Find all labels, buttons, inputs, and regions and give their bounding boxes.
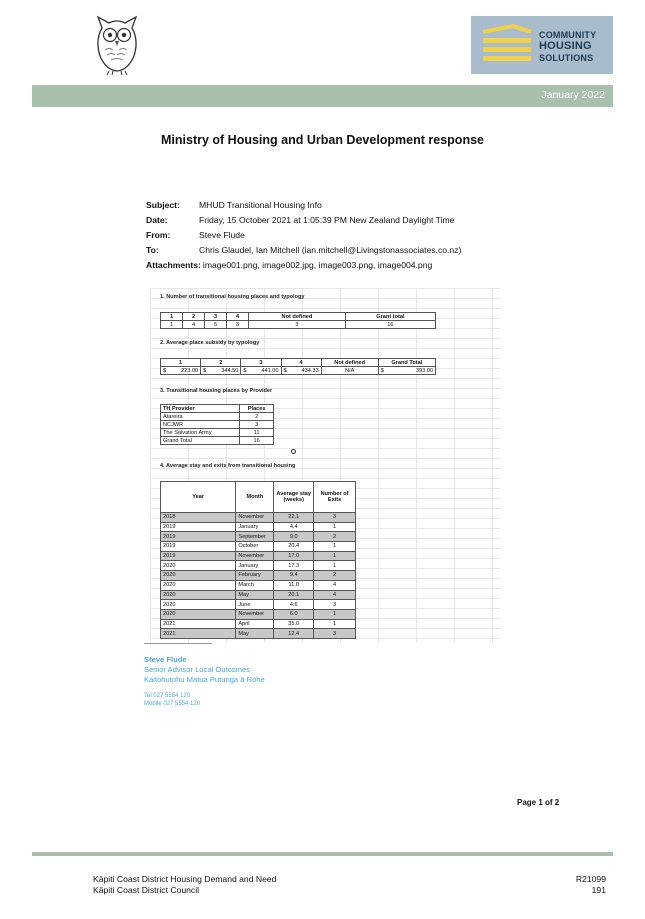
community-housing-solutions-logo (471, 16, 613, 74)
table-cell: 6.0 (274, 609, 314, 619)
table-cell: 2 (314, 571, 356, 581)
table-cell: 3 (227, 321, 249, 329)
table-header: Not defined (321, 359, 378, 367)
currency-symbol: $ (203, 367, 207, 374)
date-value: Friday, 15 October 2021 at 1:05:39 PM New Zealand Daylight Time (199, 215, 455, 225)
page-number: Page 1 of 2 (517, 798, 560, 807)
table-cell: 1 (314, 551, 356, 561)
table-cell: NCJWR (161, 421, 240, 429)
provider-places-table (160, 404, 274, 445)
currency-symbol: $ (163, 367, 167, 374)
table-row (161, 513, 356, 523)
table-cell: May (236, 629, 274, 639)
logo-text-3: SOLUTIONS (539, 53, 594, 63)
document-title: Ministry of Housing and Urban Development response (161, 133, 484, 147)
table-header: 2 (201, 359, 241, 367)
table-cell: The Salvation Army (161, 429, 240, 437)
table-cell: 1 (314, 609, 356, 619)
table-cell: 2 (240, 413, 274, 421)
table-cell: 2020 (161, 580, 236, 590)
table-header: 3 (241, 359, 281, 367)
table-cell: 35.0 (274, 619, 314, 629)
signature-title: Senior Advisor Local Outcomes (144, 665, 250, 674)
place-subsidy-table (160, 358, 436, 375)
places-typology-table (160, 312, 436, 329)
cursor-icon (291, 449, 296, 454)
table-header: 4 (281, 359, 321, 367)
date-banner: January 2022 (541, 89, 605, 101)
table-row (161, 609, 356, 619)
cell-value: 441.00 (261, 367, 279, 374)
email-signature (144, 655, 265, 708)
table-cell: 17.3 (274, 561, 314, 571)
table-cell: 2020 (161, 590, 236, 600)
signature-divider (144, 643, 212, 644)
table-cell: 3 (314, 629, 356, 639)
table-cell: October (236, 542, 274, 552)
table-cell: 1 (314, 619, 356, 629)
table-header: 4 (227, 313, 249, 321)
table-row (161, 551, 356, 561)
table-cell: N/A (321, 367, 378, 375)
footer-left (93, 874, 276, 896)
section-3-title: 3. Transitional housing places by Provider (160, 388, 273, 394)
table-cell: 16 (240, 437, 274, 445)
header-banner (32, 85, 613, 107)
table-cell (378, 367, 435, 375)
table-cell: 2020 (161, 571, 236, 581)
date-label: Date: (146, 215, 168, 225)
table-row (161, 580, 356, 590)
currency-symbol: $ (283, 367, 287, 374)
table-cell: 1 (314, 542, 356, 552)
table-header: Places (240, 405, 274, 413)
table-cell (201, 367, 241, 375)
email-header (146, 198, 461, 273)
table-cell: April (236, 619, 274, 629)
table-header: 3 (205, 313, 227, 321)
table-cell: 11.0 (274, 580, 314, 590)
table-cell: 3 (249, 321, 346, 329)
attachments-label: Attachments: (146, 260, 201, 270)
table-cell: 20.4 (274, 542, 314, 552)
table-row (161, 542, 356, 552)
table-header: Average stay (weeks) (274, 482, 314, 513)
table-cell: 2020 (161, 561, 236, 571)
table-row (161, 629, 356, 639)
table-cell: 4 (314, 590, 356, 600)
to-label: To: (146, 245, 159, 255)
footer-right (576, 874, 606, 896)
table-cell: 2018 (161, 513, 236, 523)
from-value: Steve Flude (199, 230, 245, 240)
footer-report-title: Kāpiti Coast District Housing Demand and Need (93, 874, 277, 884)
table-header: Year (161, 482, 236, 513)
table-cell: November (236, 513, 274, 523)
table-cell: 2021 (161, 619, 236, 629)
attachments-value: image001.png, image002.jpg, image003.png, image004.png (202, 260, 433, 270)
table-cell: 2021 (161, 629, 236, 639)
table-cell (281, 367, 321, 375)
signature-tel: Tel 027 5554 120 (144, 693, 191, 699)
table-cell: 11 (240, 429, 274, 437)
table-cell: 16 (345, 321, 435, 329)
signature-maori-title: Kaitohutohu Matua Putunga ā Rohe (144, 675, 265, 684)
logo-text-2: HOUSING (539, 40, 592, 52)
table-cell: 2019 (161, 551, 236, 561)
table-cell: November (236, 609, 274, 619)
table-header: Month (236, 482, 274, 513)
table-header: 1 (161, 313, 183, 321)
table-cell: 1 (314, 561, 356, 571)
table-cell: 4 (314, 580, 356, 590)
table-cell: November (236, 551, 274, 561)
section-2-title: 2. Average place subsidy by typology (160, 340, 260, 346)
footer-council: Kāpiti Coast District Council (93, 885, 200, 895)
table-cell: 4.4 (274, 522, 314, 532)
table-header: TH Provider (161, 405, 240, 413)
cell-value: 223.00 (181, 367, 199, 374)
table-row (161, 590, 356, 600)
table-cell: 12.4 (274, 629, 314, 639)
table-cell: 20.1 (274, 590, 314, 600)
owl-logo-icon (92, 14, 142, 76)
footer-bar (32, 852, 613, 856)
signature-mobile: Mobile 027 5554 120 (144, 701, 201, 707)
table-cell: 9.4 (274, 571, 314, 581)
to-value: Chris Glaudel, Ian Mitchell (ian.mitchell@Livingstonassociates.co.nz) (199, 245, 462, 255)
table-header: Grant total (345, 313, 435, 321)
table-cell (241, 367, 281, 375)
currency-symbol: $ (380, 367, 384, 374)
table-cell: 3 (240, 421, 274, 429)
houses-logo-icon (479, 24, 535, 66)
cell-value: 344.50 (221, 367, 239, 374)
table-cell: 2019 (161, 542, 236, 552)
table-cell: January (236, 561, 274, 571)
table-cell: March (236, 580, 274, 590)
table-header: Not defined (249, 313, 346, 321)
table-cell: 3 (314, 513, 356, 523)
table-cell: 9.0 (274, 532, 314, 542)
table-cell: 2019 (161, 522, 236, 532)
cell-value: 434.33 (301, 367, 319, 374)
logo-text-1: COMMUNITY (539, 30, 597, 40)
table-cell: 1 (161, 321, 183, 329)
table-row (161, 522, 356, 532)
table-cell: 5 (205, 321, 227, 329)
table-cell: Atareira (161, 413, 240, 421)
subject-label: Subject: (146, 200, 180, 210)
table-cell: September (236, 532, 274, 542)
cell-value: 393.00 (415, 367, 433, 374)
table-cell: January (236, 522, 274, 532)
table-cell: 4 (183, 321, 205, 329)
table-cell: 1 (314, 522, 356, 532)
table-cell (161, 367, 201, 375)
table-cell: 2020 (161, 609, 236, 619)
from-label: From: (146, 230, 171, 240)
table-cell: 17.0 (274, 551, 314, 561)
spreadsheet-image (150, 288, 500, 643)
section-4-title: 4. Average stay and exits from transitional housing (160, 463, 296, 469)
table-cell: 3 (314, 600, 356, 610)
table-row (161, 532, 356, 542)
table-cell: 2019 (161, 532, 236, 542)
currency-symbol: $ (243, 367, 247, 374)
table-header: Grand Total (378, 359, 435, 367)
subject-value: MHUD Transitional Housing Info (199, 200, 322, 210)
table-cell: 2020 (161, 600, 236, 610)
footer-report-code: R21099 (575, 874, 606, 884)
signature-name: Steve Flude (144, 655, 187, 664)
table-cell: 2 (314, 532, 356, 542)
table-cell: May (236, 590, 274, 600)
table-row (161, 600, 356, 610)
table-header: 2 (183, 313, 205, 321)
table-cell: June (236, 600, 274, 610)
section-1-title: 1. Number of transitional housing places and typology (160, 294, 305, 300)
footer-page-number: 191 (591, 885, 606, 895)
table-header: 1 (161, 359, 201, 367)
table-row (161, 619, 356, 629)
table-row (161, 571, 356, 581)
table-cell: February (236, 571, 274, 581)
table-cell: Grand Total (161, 437, 240, 445)
average-stay-table (160, 481, 356, 639)
table-cell: 4.6 (274, 600, 314, 610)
table-row (161, 561, 356, 571)
table-cell: 22.1 (274, 513, 314, 523)
table-header: Number of Exits (314, 482, 356, 513)
